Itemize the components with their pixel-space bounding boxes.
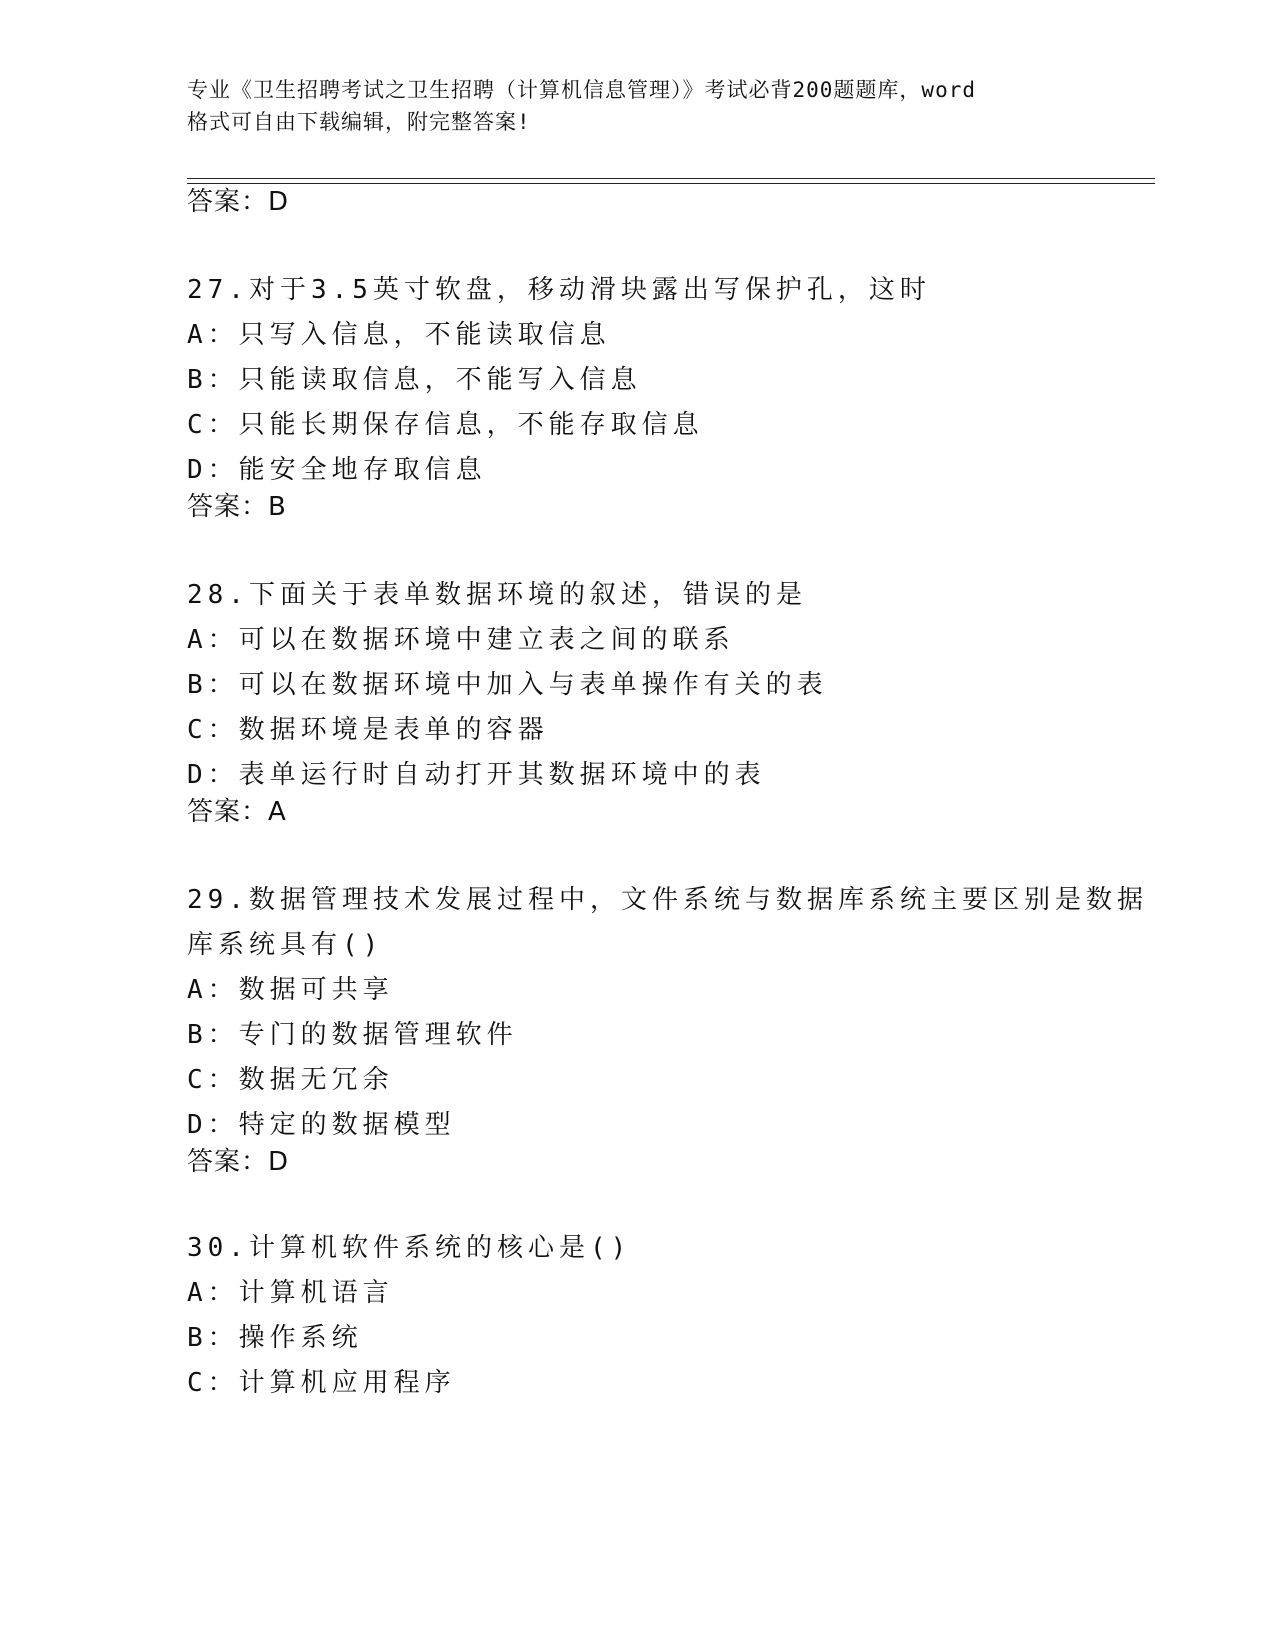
header-divider-bottom xyxy=(187,183,1155,184)
option-d: D：能安全地存取信息 xyxy=(187,455,487,485)
header-divider-top xyxy=(187,178,1155,179)
header-line-1: 专业《卫生招聘考试之卫生招聘（计算机信息管理）》考试必背200题题库，word xyxy=(187,78,976,102)
option-d: D：特定的数据模型 xyxy=(187,1110,456,1140)
option-a: A：数据可共享 xyxy=(187,975,394,1005)
option-b: B：可以在数据环境中加入与表单操作有关的表 xyxy=(187,670,828,700)
option-c: C：计算机应用程序 xyxy=(187,1368,456,1398)
question-stem-continued: 库系统具有() xyxy=(187,930,384,960)
answer-label: 答案：D xyxy=(187,1147,290,1177)
question-stem: 30.计算机软件系统的核心是() xyxy=(187,1233,632,1263)
question-stem: 29.数据管理技术发展过程中，文件系统与数据库系统主要区别是数据 xyxy=(187,885,1148,915)
option-b: B：只能读取信息，不能写入信息 xyxy=(187,365,642,395)
header-line-2: 格式可自由下载编辑，附完整答案! xyxy=(187,110,531,134)
option-b: B：专门的数据管理软件 xyxy=(187,1020,518,1050)
answer-label: 答案：B xyxy=(187,492,287,522)
answer-label: 答案：A xyxy=(187,797,287,827)
option-a: A：可以在数据环境中建立表之间的联系 xyxy=(187,625,735,655)
option-c: C：只能长期保存信息，不能存取信息 xyxy=(187,410,704,440)
question-stem: 27.对于3.5英寸软盘，移动滑块露出写保护孔，这时 xyxy=(187,275,931,305)
option-c: C：数据无冗余 xyxy=(187,1065,394,1095)
question-29 xyxy=(187,878,1148,1148)
option-b: B：操作系统 xyxy=(187,1323,363,1353)
question-28 xyxy=(187,573,1087,798)
answer-label: 答案：D xyxy=(187,187,290,217)
question-stem: 28.下面关于表单数据环境的叙述，错误的是 xyxy=(187,580,807,610)
option-d: D：表单运行时自动打开其数据环境中的表 xyxy=(187,760,766,790)
option-c: C：数据环境是表单的容器 xyxy=(187,715,549,745)
document-header xyxy=(187,74,1087,138)
option-a: A：计算机语言 xyxy=(187,1278,394,1308)
question-27 xyxy=(187,268,1087,493)
option-a: A：只写入信息，不能读取信息 xyxy=(187,320,611,350)
question-30 xyxy=(187,1226,1087,1406)
